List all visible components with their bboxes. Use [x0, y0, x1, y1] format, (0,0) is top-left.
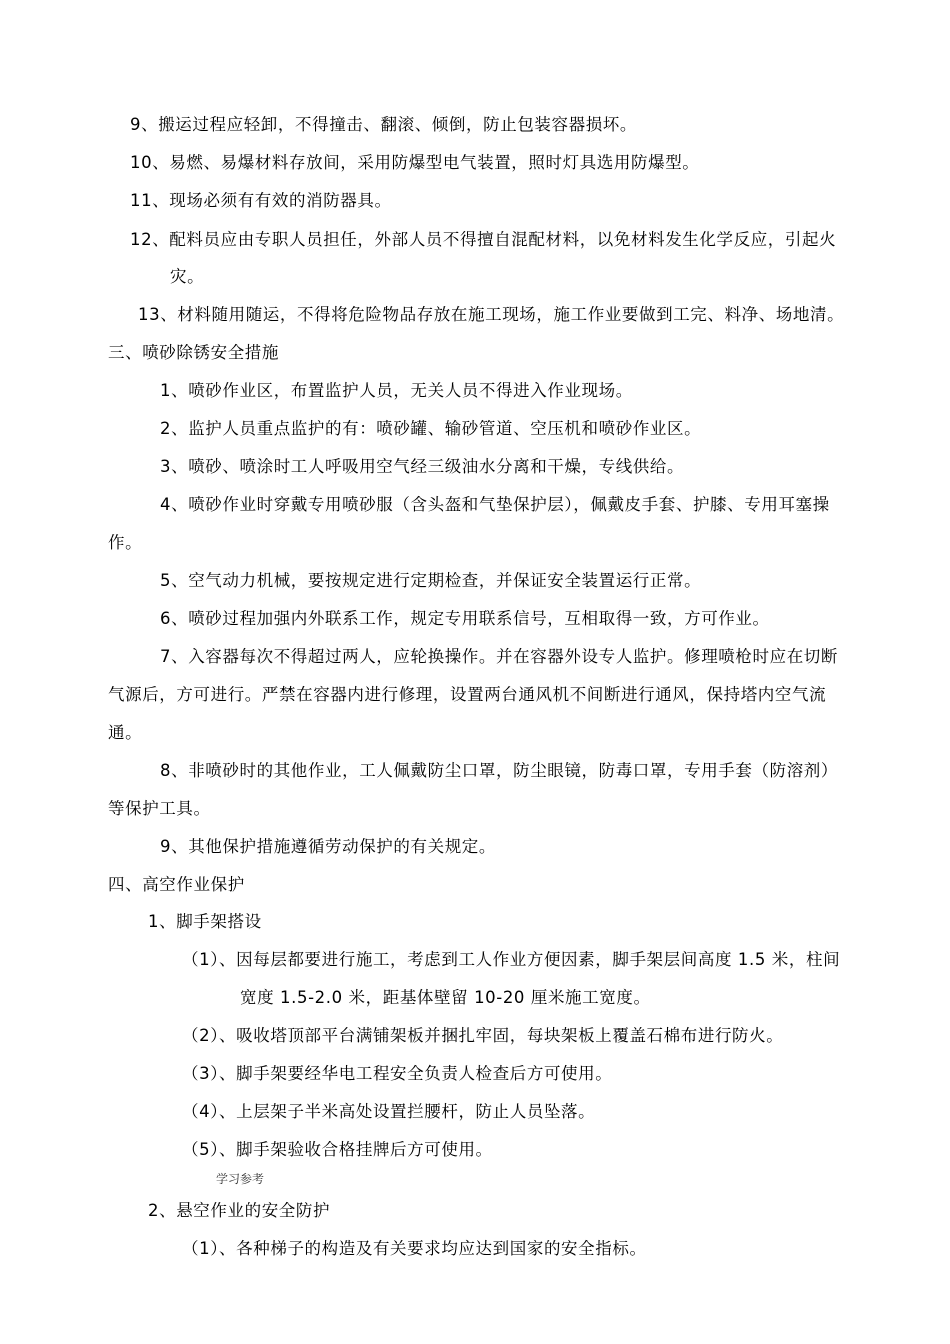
text-line: 12、配料员应由专职人员担任，外部人员不得擅自混配材料，以免材料发生化学反应，引起火	[130, 230, 837, 249]
text-line: （5）、脚手架验收合格挂牌后方可使用。	[182, 1140, 493, 1159]
text-line: 1、喷砂作业区，布置监护人员，无关人员不得进入作业现场。	[160, 381, 633, 400]
text-line: 8、非喷砂时的其他作业，工人佩戴防尘口罩，防尘眼镜，防毒口罩，专用手套（防溶剂）	[160, 761, 838, 780]
text-line: 9、其他保护措施遵循劳动保护的有关规定。	[160, 837, 496, 856]
text-line: 宽度 1.5-2.0 米，距基体壁留 10-20 厘米施工宽度。	[240, 988, 651, 1007]
footer-note: 学习参考	[216, 1172, 265, 1186]
section-heading: 四、高空作业保护	[108, 875, 245, 894]
subsection-heading: 2、悬空作业的安全防护	[148, 1201, 331, 1220]
text-line: （4）、上层架子半米高处设置拦腰杆，防止人员坠落。	[182, 1102, 596, 1121]
text-line: （1）、各种梯子的构造及有关要求均应达到国家的安全指标。	[182, 1239, 647, 1258]
text-line: 11、现场必须有有效的消防器具。	[130, 191, 392, 210]
text-line: 2、监护人员重点监护的有：喷砂罐、输砂管道、空压机和喷砂作业区。	[160, 419, 702, 438]
text-line: 3、喷砂、喷涂时工人呼吸用空气经三级油水分离和干燥，专线供给。	[160, 457, 685, 476]
text-line: 气源后，方可进行。严禁在容器内进行修理，设置两台通风机不间断进行通风，保持塔内空气流	[108, 685, 827, 704]
text-line: 通。	[108, 723, 143, 742]
text-line: 作。	[108, 533, 143, 552]
text-line: 等保护工具。	[108, 799, 211, 818]
text-line: 5、空气动力机械，要按规定进行定期检查，并保证安全装置运行正常。	[160, 571, 702, 590]
text-line: 6、喷砂过程加强内外联系工作，规定专用联系信号，互相取得一致，方可作业。	[160, 609, 770, 628]
text-line: 13、材料随用随运，不得将危险物品存放在施工现场，施工作业要做到工完、料净、场地清。	[138, 305, 845, 324]
text-line: 7、入容器每次不得超过两人，应轮换操作。并在容器外设专人监护。修理喷枪时应在切断	[160, 647, 838, 666]
text-line: 4、喷砂作业时穿戴专用喷砂服（含头盔和气垫保护层），佩戴皮手套、护膝、专用耳塞操	[160, 495, 830, 514]
subsection-heading: 1、脚手架搭设	[148, 912, 262, 931]
text-line: （1）、因每层都要进行施工，考虑到工人作业方便因素，脚手架层间高度 1.5 米，柱间	[182, 950, 841, 969]
text-line: 灾。	[170, 267, 205, 286]
text-line: （2）、吸收塔顶部平台满铺架板并捆扎牢固，每块架板上覆盖石棉布进行防火。	[182, 1026, 784, 1045]
section-heading: 三、喷砂除锈安全措施	[108, 343, 279, 362]
text-line: 9、搬运过程应轻卸，不得撞击、翻滚、倾倒，防止包装容器损坏。	[130, 115, 637, 134]
text-line: （3）、脚手架要经华电工程安全负责人检查后方可使用。	[182, 1064, 613, 1083]
text-line: 10、易燃、易爆材料存放间，采用防爆型电气装置，照时灯具选用防爆型。	[130, 153, 700, 172]
